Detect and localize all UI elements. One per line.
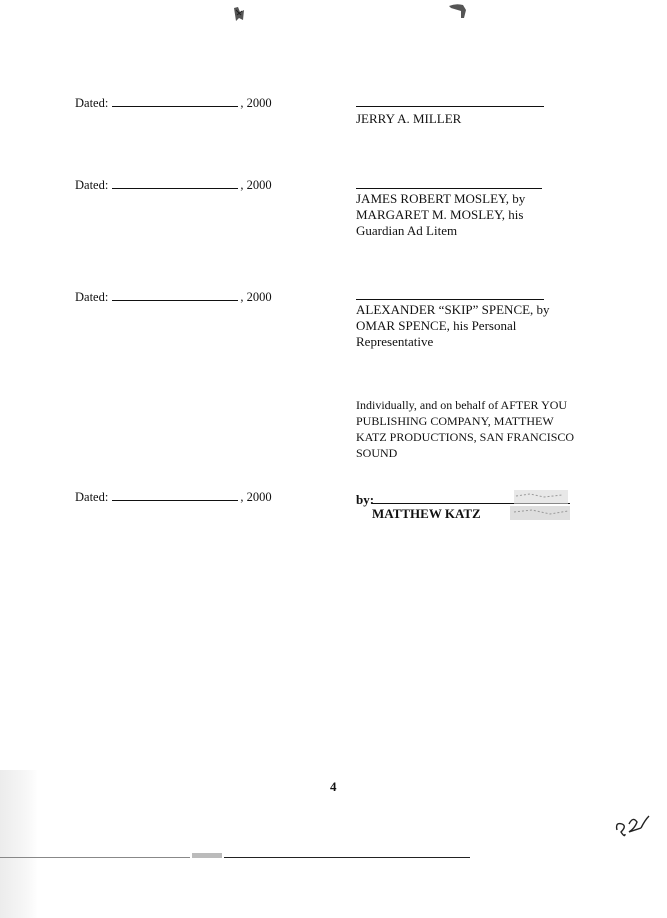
signatory-line: Representative bbox=[356, 334, 434, 349]
footer-rule-mark bbox=[192, 853, 222, 858]
page-number: 4 bbox=[330, 779, 337, 794]
signatory-name: MATTHEW KATZ bbox=[372, 506, 481, 521]
signatory-line: Guardian Ad Litem bbox=[356, 223, 458, 238]
dated-line-3 bbox=[75, 290, 272, 305]
footer-rule-right bbox=[224, 857, 470, 858]
dated-line-1 bbox=[75, 96, 272, 111]
signatory-line: MARGARET M. MOSLEY, his bbox=[356, 207, 524, 222]
signatory-line: JERRY A. MILLER bbox=[356, 111, 462, 126]
signature-line-2 bbox=[356, 188, 542, 189]
by-label: by: bbox=[356, 492, 375, 507]
signatory-line: ALEXANDER “SKIP” SPENCE, by bbox=[356, 302, 550, 317]
signatory-line: JAMES ROBERT MOSLEY, by bbox=[356, 191, 526, 206]
date-blank bbox=[112, 178, 238, 189]
capacity-line: SOUND bbox=[356, 446, 398, 460]
signatory-1 bbox=[356, 111, 461, 127]
date-blank bbox=[112, 96, 238, 107]
capacity-line: Individually, and on behalf of AFTER YOU bbox=[356, 398, 568, 412]
capacity-note bbox=[356, 397, 574, 461]
footer-rule-left bbox=[0, 857, 190, 858]
dated-label: Dated: bbox=[75, 290, 109, 304]
capacity-line: KATZ PRODUCTIONS, SAN FRANCISCO bbox=[356, 430, 575, 444]
signature-line-3 bbox=[356, 299, 544, 300]
date-blank bbox=[112, 290, 238, 301]
dated-year: , 2000 bbox=[240, 178, 272, 192]
date-blank bbox=[112, 490, 238, 501]
signatory-2 bbox=[356, 191, 525, 239]
scan-mark-left bbox=[232, 6, 246, 22]
signature-smudge bbox=[510, 488, 572, 522]
dated-label: Dated: bbox=[75, 178, 109, 192]
dated-year: , 2000 bbox=[240, 490, 272, 504]
signature-line-1 bbox=[356, 106, 544, 107]
scan-mark-right bbox=[448, 2, 472, 20]
dated-year: , 2000 bbox=[240, 96, 272, 110]
scan-shadow bbox=[0, 770, 38, 918]
signatory-3 bbox=[356, 302, 550, 350]
handwritten-initials bbox=[613, 812, 653, 842]
signatory-line: OMAR SPENCE, his Personal bbox=[356, 318, 517, 333]
dated-line-2 bbox=[75, 178, 272, 193]
dated-label: Dated: bbox=[75, 490, 109, 504]
dated-label: Dated: bbox=[75, 96, 109, 110]
capacity-line: PUBLISHING COMPANY, MATTHEW bbox=[356, 414, 554, 428]
dated-line-4 bbox=[75, 490, 272, 505]
dated-year: , 2000 bbox=[240, 290, 272, 304]
